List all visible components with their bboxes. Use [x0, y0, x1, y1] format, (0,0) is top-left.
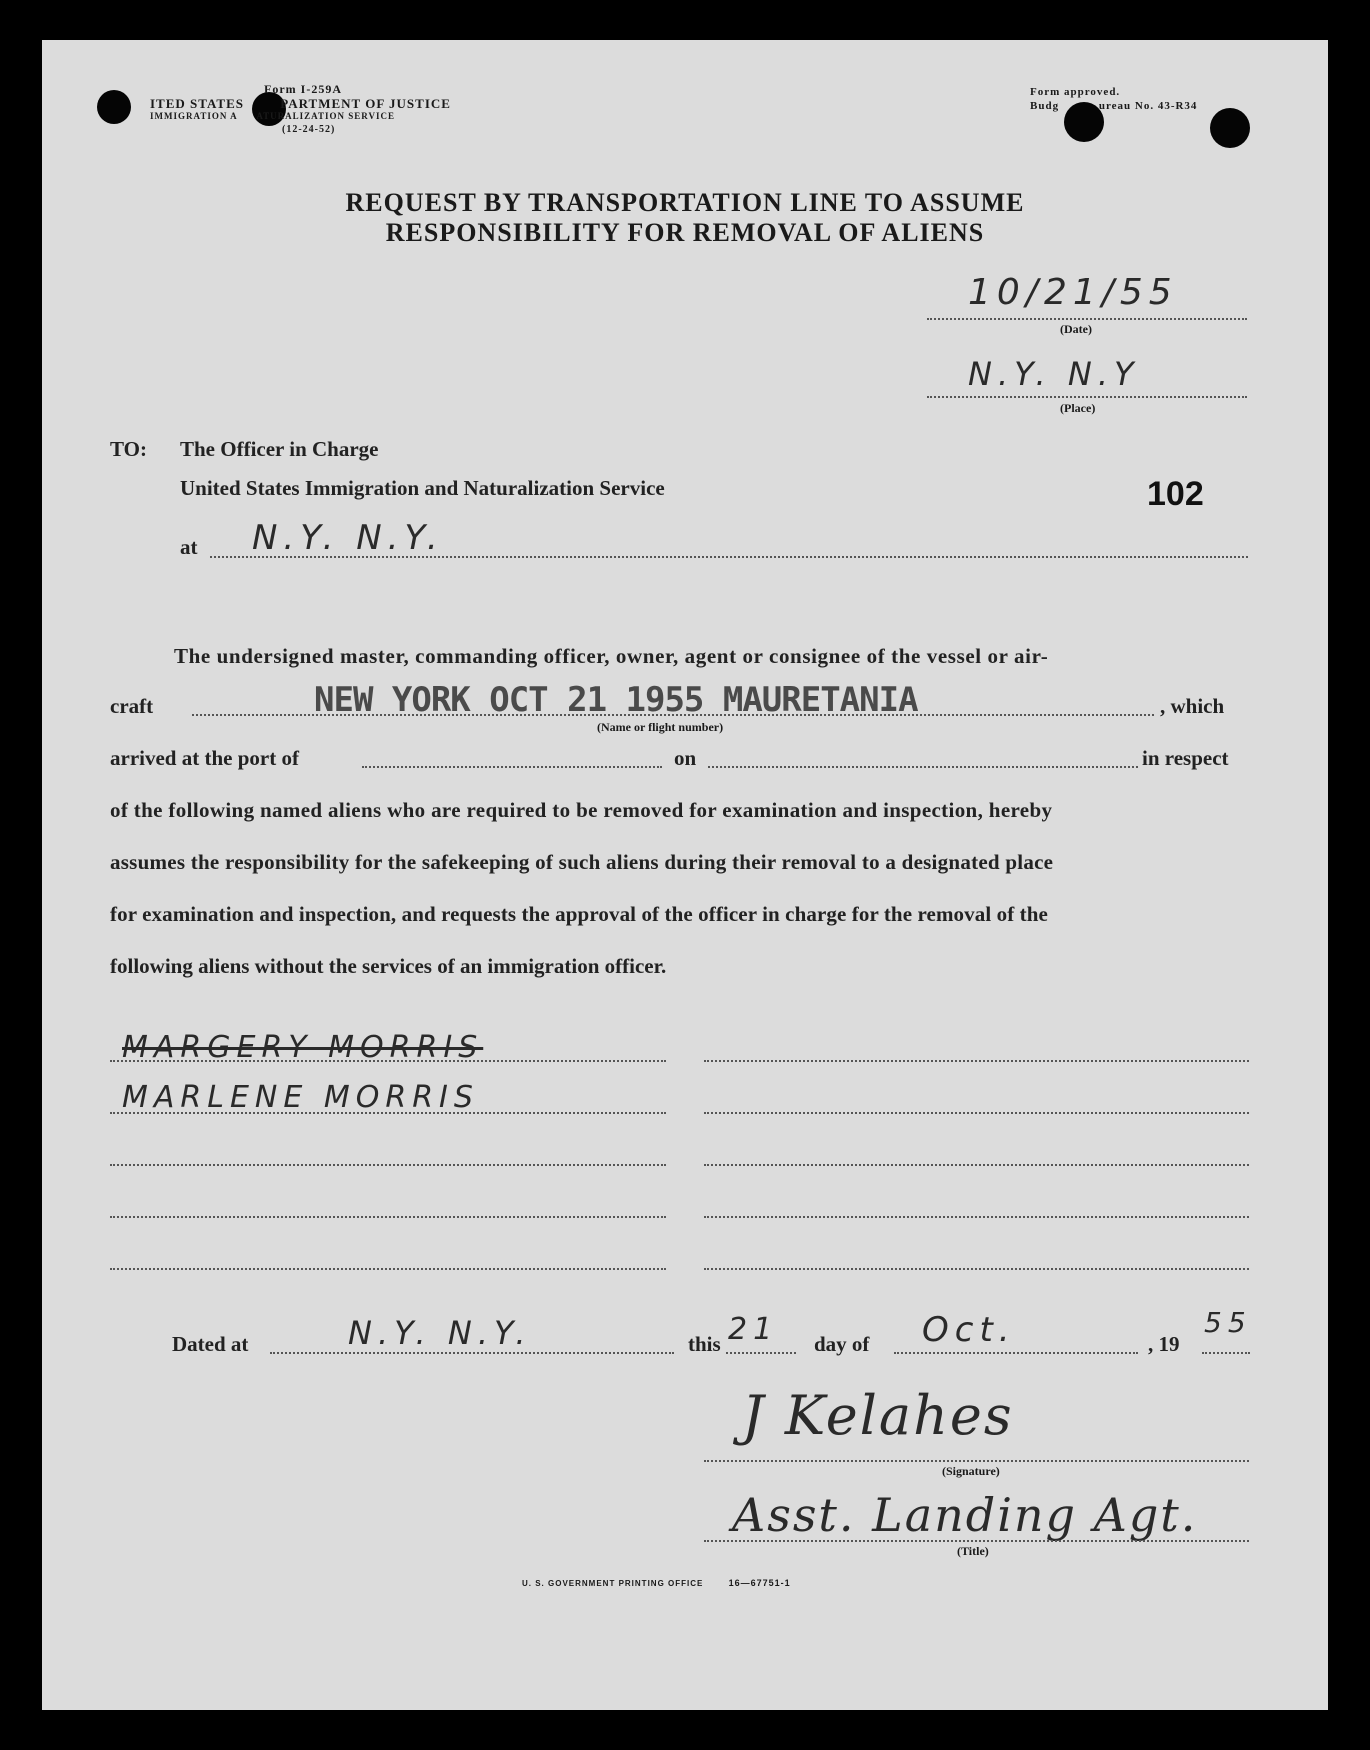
dated-at-value: N.Y. N.Y.	[348, 1314, 532, 1352]
printer-code: 16—67751-1	[728, 1578, 791, 1588]
punch-hole-right-2	[1210, 108, 1250, 148]
dated-at-line	[270, 1352, 674, 1354]
year-value: 55	[1204, 1306, 1252, 1339]
department-line1-b: PARTMENT OF JUSTICE	[280, 96, 451, 111]
which-label: , which	[1160, 694, 1225, 718]
alien-line-right-5	[704, 1268, 1249, 1270]
approval-line2-b: ureau No. 43-R34	[1098, 100, 1198, 112]
respect-label: in respect	[1142, 746, 1229, 770]
form-title-line2: RESPONSIBILITY FOR REMOVAL OF ALIENS	[385, 218, 985, 247]
year-line	[1202, 1352, 1250, 1354]
to-label: TO:	[110, 437, 147, 461]
day-value: 21	[728, 1312, 779, 1347]
body-line5: assumes the responsibility for the safekeeping of such aliens during their removal to a designated place	[110, 850, 1054, 874]
this-label: this	[688, 1332, 721, 1356]
craft-caption: (Name or flight number)	[597, 720, 724, 734]
body-line7: following aliens without the services of an immigration officer.	[110, 954, 667, 978]
punch-hole-left	[97, 90, 131, 124]
alien-name-2: MARLENE MORRIS	[122, 1080, 479, 1115]
date-caption: (Date)	[1060, 322, 1092, 336]
approval-line1: Form approved.	[1030, 86, 1121, 98]
on-label: on	[674, 746, 697, 770]
alien-line-right-2	[704, 1112, 1249, 1114]
craft-stamp: NEW YORK OCT 21 1955 MAURETANIA	[314, 680, 918, 720]
department-line1-a: ITED STATES	[150, 96, 244, 111]
department-line2-b: ATURALIZATION SERVICE	[256, 111, 395, 121]
printer-name: U. S. GOVERNMENT PRINTING OFFICE	[522, 1579, 704, 1588]
date-line	[927, 318, 1247, 320]
approval-line2-a: Budg	[1030, 100, 1060, 112]
addressee-line1: The Officer in Charge	[180, 437, 379, 461]
place-line	[927, 396, 1247, 398]
dated-at-label: Dated at	[172, 1332, 249, 1356]
alien-line-right-3	[704, 1164, 1249, 1166]
signature-caption: (Signature)	[942, 1464, 1000, 1478]
alien-line-left-5	[110, 1268, 666, 1270]
title-line	[704, 1540, 1249, 1542]
department-line1	[150, 96, 451, 112]
signature-value: J Kelahes	[742, 1384, 1014, 1447]
form-page	[42, 40, 1328, 1710]
alien-name-struck: MARGERY MORRIS	[122, 1030, 484, 1065]
title-value: Asst. Landing Agt.	[732, 1488, 1198, 1542]
day-line	[726, 1352, 796, 1354]
at-label: at	[180, 535, 198, 559]
alien-line-left-4	[110, 1216, 666, 1218]
arrived-label: arrived at the port of	[110, 746, 299, 770]
day-of-label: day of	[814, 1332, 870, 1356]
on-line	[708, 766, 1138, 768]
place-value: N.Y. N.Y	[968, 355, 1140, 393]
form-number: Form I-259A	[264, 82, 342, 96]
form-revision-date: (12-24-52)	[282, 124, 336, 135]
addressee-line2: United States Immigration and Naturalization Service	[180, 476, 665, 500]
printer-imprint	[522, 1578, 791, 1588]
department-line2	[150, 111, 395, 121]
alien-line-left-2	[110, 1112, 666, 1114]
month-value: Oct.	[922, 1310, 1016, 1350]
body-line6: for examination and inspection, and requests the approval of the officer in charge for the removal of the	[110, 902, 1048, 926]
at-value: N.Y. N.Y.	[252, 518, 444, 558]
alien-line-right-4	[704, 1216, 1249, 1218]
alien-line-left-1	[110, 1060, 666, 1062]
page-number: 102	[1147, 475, 1204, 513]
title-caption: (Title)	[957, 1544, 989, 1558]
body-line1: The undersigned master, commanding officer, owner, agent or consignee of the vessel or air-	[174, 644, 1049, 668]
year-prefix: , 19	[1148, 1332, 1180, 1356]
craft-label: craft	[110, 694, 154, 718]
department-line2-a: IMMIGRATION A	[150, 111, 238, 121]
port-line	[362, 766, 662, 768]
place-caption: (Place)	[1060, 401, 1096, 415]
month-line	[894, 1352, 1138, 1354]
form-title-line1: REQUEST BY TRANSPORTATION LINE TO ASSUME	[345, 188, 1025, 217]
approval-line2	[1030, 100, 1197, 112]
date-value: 10/21/55	[968, 272, 1178, 313]
alien-line-right-1	[704, 1060, 1249, 1062]
body-line4: of the following named aliens who are required to be removed for examination and inspection, hereby	[110, 798, 1053, 822]
alien-line-left-3	[110, 1164, 666, 1166]
at-line	[210, 556, 1248, 558]
signature-line	[704, 1460, 1249, 1462]
